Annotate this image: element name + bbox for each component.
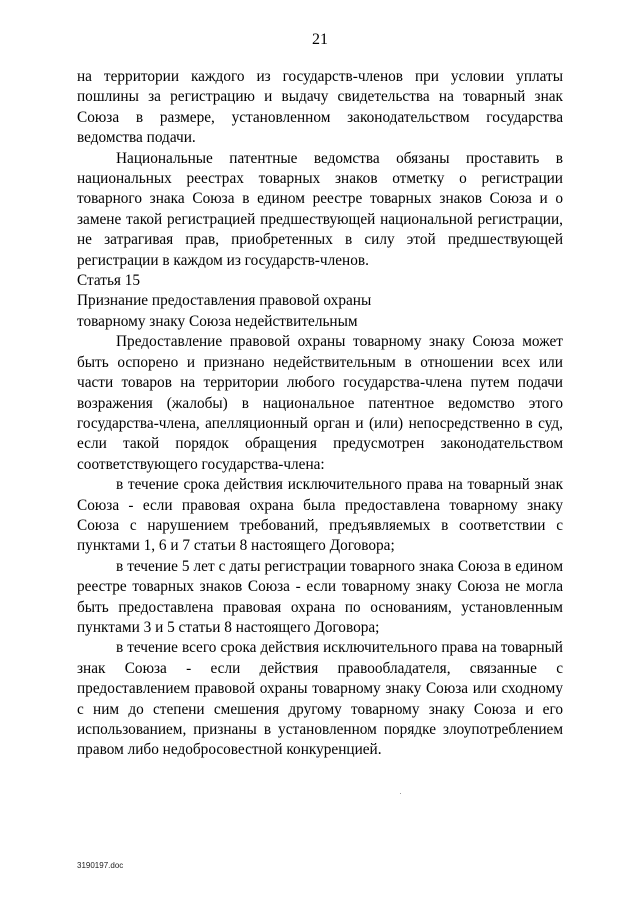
article-number: Статья 15	[77, 272, 141, 290]
document-file-id: 3190197.doc	[77, 861, 124, 870]
article-paragraph: в течение всего срока действия исключительного права на товарный знак Союза - если действия правообладателя, связанные с предоставлением правовой охраны товарному знаку Союза или сходному с ним до степени смешения другому товарному знаку Союза и его использованием, признаны в установленном порядке злоупотреблением правом либо недобросовестной конкуренцией.	[77, 639, 563, 759]
intro-paragraph: Национальные патентные ведомства обязаны проставить в национальных реестрах товарных знаков отметку о регистрации товарного знака Союза в едином реестре товарных знаков Союза и о замене такой регистрацией предшествующей национальной регистрации, не затрагивая прав, приобретенных в силу этой предшествующей регистрации в каждом из государств-членов.	[77, 149, 563, 269]
article-paragraph: в течение 5 лет с даты регистрации товарного знака Союза в едином реестре товарных знаков Союза - если товарному знаку Союза не могла быть предоставлена правовая охрана по основаниям, установленным пунктами 3 и 5 статьи 8 настоящего Договора;	[77, 557, 563, 636]
intro-paragraph-continuation: на территории каждого из государств-членов при условии уплаты пошлины за регистрацию и выдачу свидетельства на товарный знак Союза в размере, установленном законодательством государства ведомства подачи.	[77, 68, 563, 147]
page-number: 21	[312, 31, 328, 48]
article-paragraph: Предоставление правовой охраны товарному знаку Союза может быть оспорено и признано недействительным в отношении всех или части товаров на территории любого государства-члена путем подачи возражения (жалобы) в национальное патентное ведомство этого государства-члена, апелляционный орган и (или) непосредственно в суд, если такой порядок обращения предусмотрен законодательством соответствующего государства-члена:	[77, 333, 563, 473]
document-body	[77, 67, 563, 761]
article-title-line-2: товарному знаку Союза недействительным	[77, 312, 358, 330]
scan-speck	[400, 793, 401, 794]
article-title-line-1: Признание предоставления правовой охраны	[77, 292, 372, 310]
article-paragraph: в течение срока действия исключительного права на товарный знак Союза - если правовая охрана была предоставлена товарному знаку Союза с нарушением требований, предъявляемых в соответствии с пунктами 1, 6 и 7 статьи 8 настоящего Договора;	[77, 476, 563, 555]
